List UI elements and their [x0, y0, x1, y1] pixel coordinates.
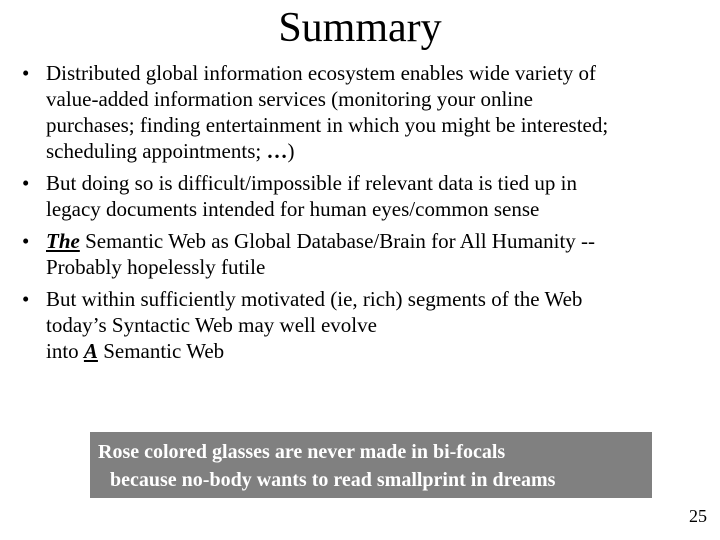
- bullet-line: [46, 338, 708, 364]
- bullet-text: Semantic Web: [97, 339, 225, 363]
- slide-title: Summary: [278, 5, 442, 51]
- bullet-line: • But within sufficiently motivated (ie, rich) segments of the Web: [46, 287, 583, 311]
- bullet-line: legacy documents intended for human eyes/common sense: [46, 197, 540, 221]
- bullet-line: • But doing so is difficult/impossible if relevant data is tied up in: [46, 171, 577, 195]
- emphasis-text: A: [83, 339, 98, 363]
- bullet-text: scheduling appointments;: [46, 139, 267, 163]
- bullet-item: [18, 170, 708, 222]
- bullet-text: ): [287, 139, 295, 163]
- bullet-line: • Distributed global information ecosystem enables wide variety of: [46, 61, 596, 85]
- callout-line: because no-body wants to read smallprint in dreams: [110, 469, 556, 491]
- bullet-line: purchases; finding entertainment in which you might be interested;: [46, 113, 609, 137]
- callout-box: [90, 432, 652, 498]
- bullet-line: [46, 228, 708, 254]
- bullet-item: [18, 228, 708, 280]
- bullet-line: value-added information services (monitoring your online: [46, 87, 533, 111]
- bullet-line: today’s Syntactic Web may well evolve: [46, 313, 377, 337]
- bullet-item: [18, 60, 708, 164]
- page-number: 25: [689, 506, 707, 526]
- bullet-item: [18, 286, 708, 364]
- bullet-line: Probably hopelessly futile: [46, 255, 266, 279]
- ellipsis-text: …: [266, 139, 288, 163]
- bullet-line: [46, 138, 708, 164]
- callout-line: Rose colored glasses are never made in bi-focals: [98, 441, 506, 463]
- emphasis-text: The: [46, 229, 80, 253]
- bullet-list: [18, 60, 708, 370]
- bullet-text: into: [46, 339, 84, 363]
- bullet-text: Semantic Web as Global Database/Brain for All Humanity --: [79, 229, 596, 253]
